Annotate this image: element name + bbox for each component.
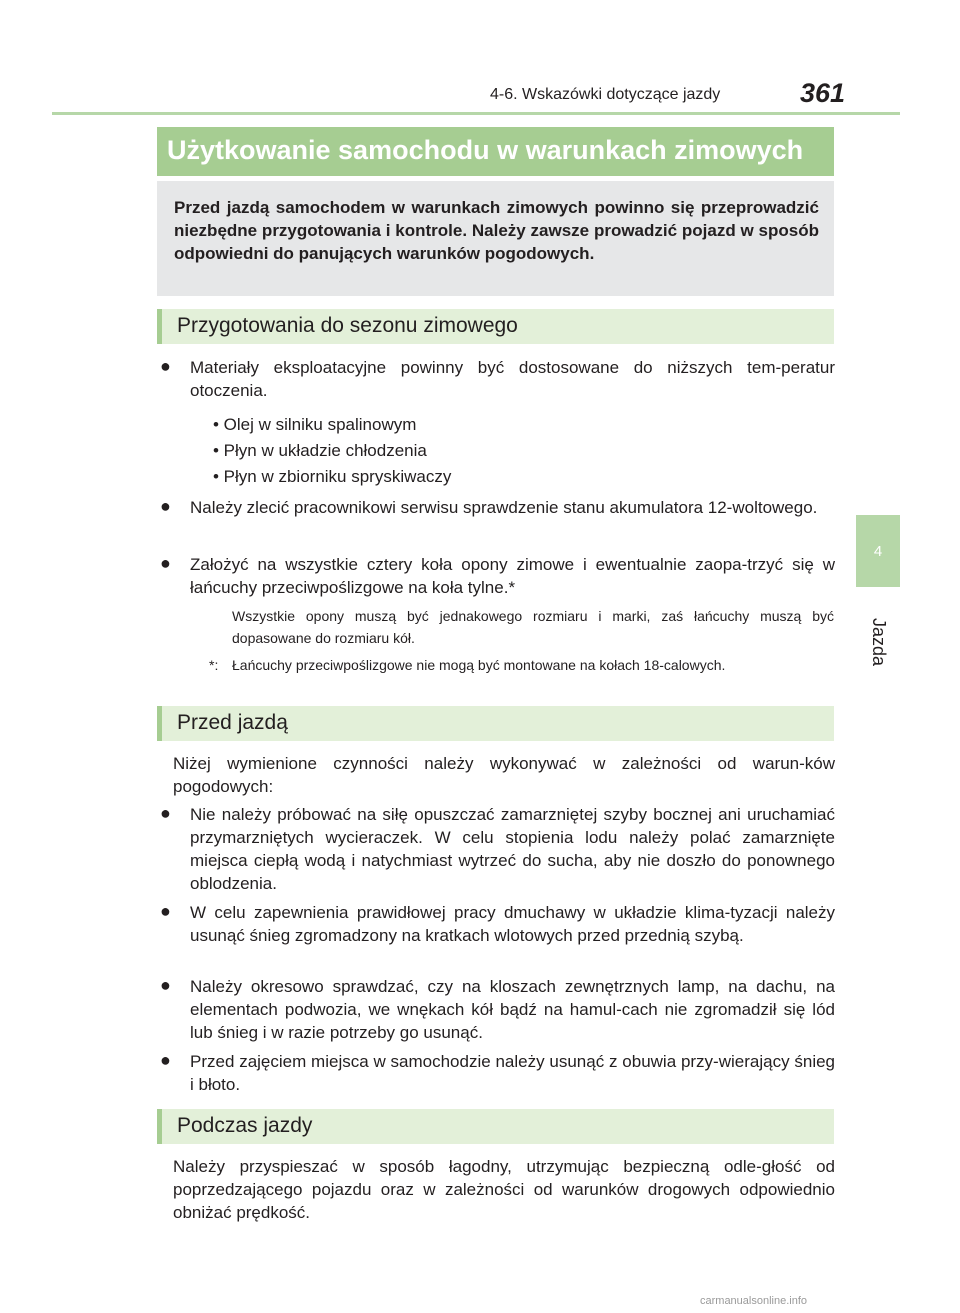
section-heading-text: Podczas jazdy bbox=[177, 1114, 313, 1137]
list-item: Założyć na wszystkie cztery koła opony zimowe i ewentualnie zaopa-trzyć się w łańcuchy przeciwpoślizgowe na koła tylne.* bbox=[190, 555, 835, 597]
chapter-number: 4 bbox=[873, 543, 883, 560]
bullet-icon: ● bbox=[160, 803, 171, 823]
title-bar bbox=[157, 127, 834, 176]
page-number: 361 bbox=[800, 78, 846, 108]
intro-text: Przed jazdą samochodem w warunkach zimowych powinno się przeprowadzić niezbędne przygotowania i kontrole. Należy zawsze prowadzić pojazd w sposób odpowiedni do panujących warunków pogodowych. bbox=[174, 198, 819, 263]
bullet-icon: ● bbox=[160, 356, 171, 376]
bullet-icon: ● bbox=[160, 901, 171, 921]
bullet-icon: ● bbox=[160, 496, 171, 516]
bullet-icon: ● bbox=[160, 1050, 171, 1070]
footer-watermark: carmanualsonline.info bbox=[700, 1295, 808, 1307]
chapter-label: Jazda bbox=[869, 618, 889, 667]
footnote-mark: *: bbox=[209, 657, 219, 673]
section-lead: Niżej wymienione czynności należy wykonywać w zależności od warun-ków pogodowych: bbox=[173, 754, 835, 796]
section-heading-while-driving bbox=[157, 1109, 834, 1144]
page-title: Użytkowanie samochodu w warunkach zimowych bbox=[167, 135, 804, 165]
intro-box bbox=[157, 181, 834, 296]
sub-list-item: • Olej w silniku spalinowym bbox=[213, 415, 417, 434]
section-lead: Należy przyspieszać w sposób łagodny, utrzymując bezpieczną odle-głość od poprzedzającego pojazdu oraz w zależności od warunków drogowych odpowiednio obniżać prędkość. bbox=[173, 1157, 835, 1222]
list-item: Należy okresowo sprawdzać, czy na kloszach zewnętrznych lamp, na dachu, na elementach podwozia, we wnękach kół bądź na hamul-cach nie zgromadził się lód lub śnieg i w razie potrzeby go usunąć. bbox=[190, 977, 835, 1042]
bullet-icon: ● bbox=[160, 553, 171, 573]
header-divider bbox=[52, 112, 900, 115]
note-text: Wszystkie opony muszą być jednakowego rozmiaru i marki, zaś łańcuchy muszą być dopasowane do rozmiaru kół. bbox=[232, 608, 834, 646]
chapter-tab bbox=[856, 515, 900, 587]
sub-list-item: • Płyn w układzie chłodzenia bbox=[213, 441, 427, 460]
list-item: Przed zajęciem miejsca w samochodzie należy usunąć z obuwia przy-wierający śnieg i błoto. bbox=[190, 1052, 835, 1094]
sub-list-item: • Płyn w zbiorniku spryskiwaczy bbox=[213, 467, 452, 486]
section-heading-text: Przygotowania do sezonu zimowego bbox=[177, 314, 518, 337]
list-item: W celu zapewnienia prawidłowej pracy dmuchawy w układzie klima-tyzacji należy usunąć śnieg zgromadzony na kratkach wlotowych przed przednią szybą. bbox=[190, 903, 835, 945]
footnote-text: Łańcuchy przeciwpoślizgowe nie mogą być montowane na kołach 18-calowych. bbox=[232, 657, 726, 673]
list-item: Nie należy próbować na siłę opuszczać zamarzniętej szyby bocznej ani uruchamiać przymarzniętych wycieraczek. W celu stopienia lodu należy polać zamarznięte miejsca ciepłą wodą i natychmiast wytrzeć do sucha, aby nie doszło do ponownego oblodzenia. bbox=[190, 805, 835, 893]
list-item: Należy zlecić pracownikowi serwisu sprawdzenie stanu akumulatora 12-woltowego. bbox=[190, 498, 818, 517]
list-item: Materiały eksploatacyjne powinny być dostosowane do niższych tem-peratur otoczenia. bbox=[190, 358, 835, 400]
section-heading-text: Przed jazdą bbox=[177, 711, 288, 734]
bullet-icon: ● bbox=[160, 975, 171, 995]
section-heading-winter-prep bbox=[157, 309, 834, 344]
section-heading-before-driving bbox=[157, 706, 834, 741]
running-header: 4-6. Wskazówki dotyczące jazdy bbox=[490, 86, 721, 103]
